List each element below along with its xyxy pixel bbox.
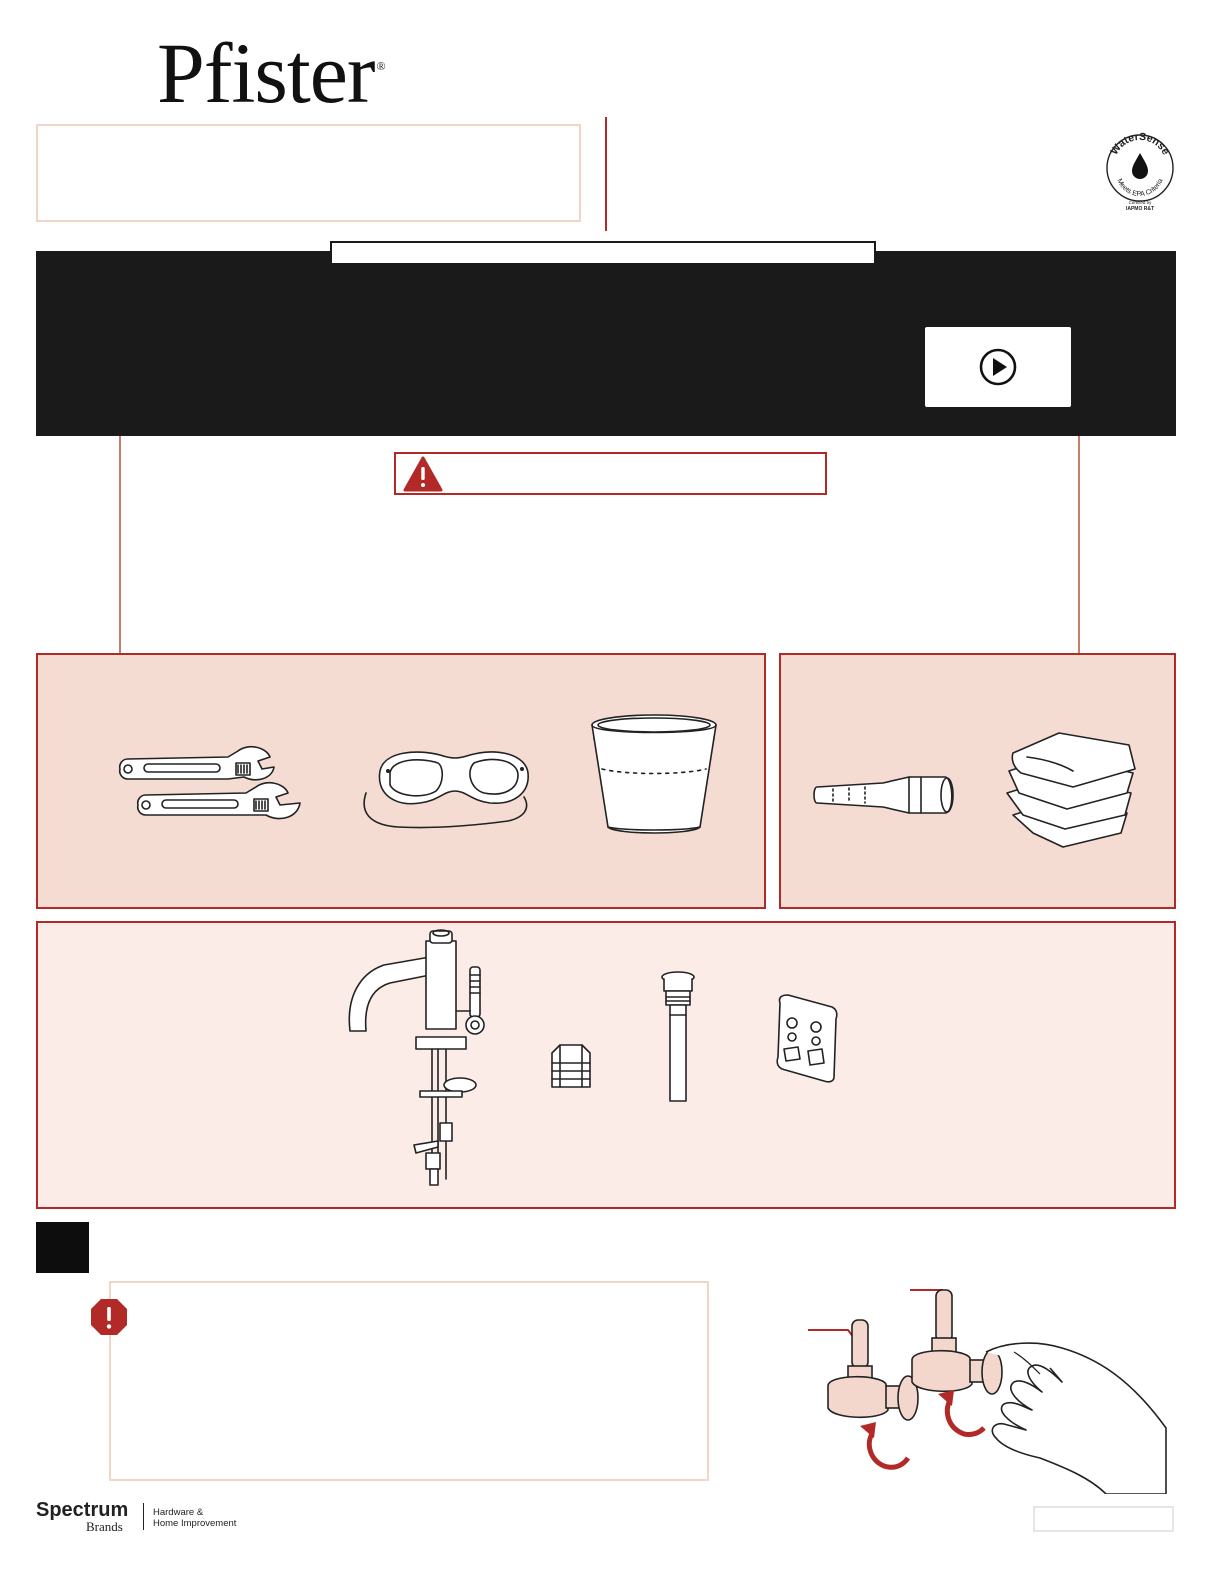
svg-text:Certified by: Certified by [1128, 200, 1152, 205]
watersense-logo [1104, 132, 1176, 212]
model-info-box [36, 124, 581, 222]
svg-text:Meets EPA Criteria: Meets EPA Criteria [1115, 177, 1165, 199]
video-button[interactable] [925, 327, 1071, 407]
play-icon [978, 347, 1018, 387]
flashlight-image [813, 773, 957, 819]
parts-panel [36, 921, 1176, 1209]
warning-box [394, 452, 827, 495]
faucet-assembly-image [342, 927, 502, 1189]
pfister-logo: Pfister ® [157, 25, 385, 121]
header-divider [605, 117, 607, 231]
svg-text:IAPMO R&T: IAPMO R&T [1125, 206, 1155, 212]
svg-text:WaterSense: WaterSense [1108, 132, 1172, 158]
alert-octagon-icon [89, 1297, 129, 1337]
footer-division: Hardware & Home Improvement [153, 1507, 237, 1529]
bucket-image [586, 709, 722, 839]
footer-divider [143, 1503, 144, 1530]
banner-title-tab [330, 241, 876, 265]
important-note-box [109, 1281, 709, 1481]
drain-assembly-image [658, 969, 698, 1105]
adapter-fitting-image [548, 1041, 594, 1093]
spectrum-brands-logo: Spectrum Brands [36, 1499, 129, 1534]
hardware-pack-image [774, 993, 840, 1083]
tools-needed-panel [36, 653, 766, 909]
towels-image [1003, 729, 1141, 851]
shutoff-valve-illustration [800, 1282, 1172, 1494]
optional-tools-panel [779, 653, 1176, 909]
adjustable-wrenches-image [116, 741, 306, 837]
step-number-badge [36, 1222, 89, 1273]
document-number-box [1033, 1506, 1174, 1532]
safety-goggles-image [358, 741, 534, 837]
warning-triangle-icon [402, 455, 444, 493]
